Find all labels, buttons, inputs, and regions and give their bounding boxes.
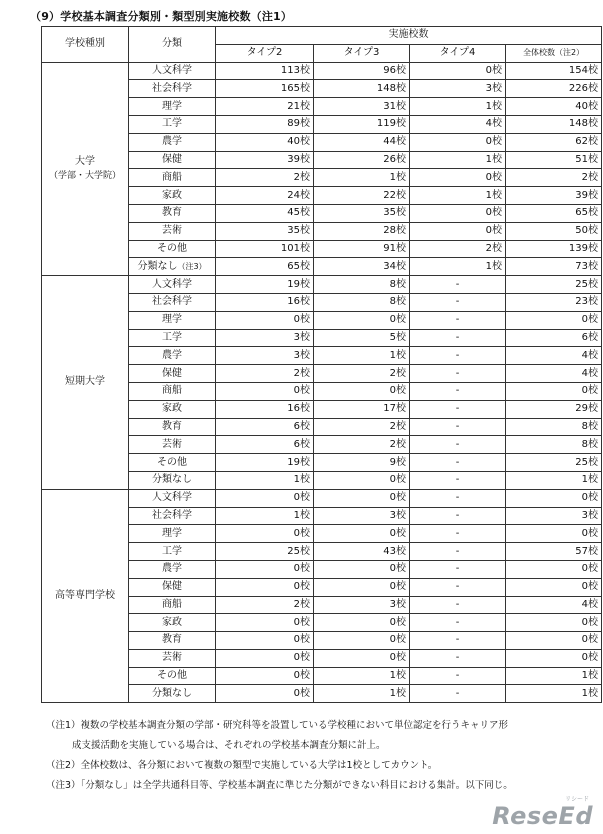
category-cell xyxy=(129,454,216,472)
category-label: 工学 xyxy=(162,545,182,557)
type4-count: - xyxy=(410,560,506,578)
school-type-cell xyxy=(42,276,129,490)
type2-count: 35校 xyxy=(216,222,314,240)
type2-count: 6校 xyxy=(216,418,314,436)
type3-count: 91校 xyxy=(314,240,410,258)
note-2: （注2）全体校数は、各分類において複数の類型で実施している大学は1校としてカウント。 xyxy=(46,760,438,771)
category-label: 人文科学 xyxy=(152,64,192,76)
total-count: 39校 xyxy=(506,187,602,205)
type2-count: 2校 xyxy=(216,596,314,614)
category-cell xyxy=(129,258,216,276)
total-count: 40校 xyxy=(506,98,602,116)
category-cell xyxy=(129,685,216,703)
category-label: その他 xyxy=(157,456,187,468)
total-count: 6校 xyxy=(506,329,602,347)
type3-count: 28校 xyxy=(314,222,410,240)
type4-count: - xyxy=(410,365,506,383)
category-label: 人文科学 xyxy=(152,492,192,504)
total-count: 8校 xyxy=(506,436,602,454)
type4-count: - xyxy=(410,471,506,489)
total-count: 29校 xyxy=(506,400,602,418)
type3-count: 9校 xyxy=(314,454,410,472)
type4-count: - xyxy=(410,436,506,454)
total-count: 3校 xyxy=(506,507,602,525)
type2-count: 24校 xyxy=(216,187,314,205)
type3-count: 0校 xyxy=(314,614,410,632)
category-label: 工学 xyxy=(162,331,182,343)
type2-count: 0校 xyxy=(216,560,314,578)
header-category: 分類 xyxy=(129,27,216,63)
type2-count: 65校 xyxy=(216,258,314,276)
category-label: 教育 xyxy=(162,207,182,219)
category-label: 農学 xyxy=(162,349,182,361)
note-1: （注1）複数の学校基本調査分類の学部・研究科等を設置している学校種において単位認定を行うキャリア形 xyxy=(46,720,509,731)
type3-count: 17校 xyxy=(314,400,410,418)
type2-count: 165校 xyxy=(216,80,314,98)
total-count: 226校 xyxy=(506,80,602,98)
category-label: 教育 xyxy=(162,420,182,432)
school-type-name: 大学 xyxy=(75,155,95,167)
type3-count: 35校 xyxy=(314,204,410,222)
total-count: 4校 xyxy=(506,365,602,383)
type2-count: 0校 xyxy=(216,489,314,507)
type2-count: 1校 xyxy=(216,471,314,489)
category-cell xyxy=(129,667,216,685)
category-label: 農学 xyxy=(162,563,182,575)
category-label: 農学 xyxy=(162,136,182,148)
type2-count: 89校 xyxy=(216,115,314,133)
type3-count: 1校 xyxy=(314,667,410,685)
logo-subtext: リシード xyxy=(564,796,589,803)
type3-count: 8校 xyxy=(314,276,410,294)
type2-count: 0校 xyxy=(216,649,314,667)
category-label: 芸術 xyxy=(162,438,182,450)
header-type3: タイプ3 xyxy=(314,44,410,62)
category-cell xyxy=(129,525,216,543)
total-count: 65校 xyxy=(506,204,602,222)
total-count: 4校 xyxy=(506,596,602,614)
type3-count: 119校 xyxy=(314,115,410,133)
type4-count: - xyxy=(410,614,506,632)
total-count: 50校 xyxy=(506,222,602,240)
type4-count: 2校 xyxy=(410,240,506,258)
category-cell xyxy=(129,240,216,258)
total-count: 0校 xyxy=(506,382,602,400)
type3-count: 3校 xyxy=(314,507,410,525)
category-label: 理学 xyxy=(162,527,182,539)
type2-count: 0校 xyxy=(216,685,314,703)
type3-count: 34校 xyxy=(314,258,410,276)
total-count: 25校 xyxy=(506,454,602,472)
type4-count: - xyxy=(410,667,506,685)
total-count: 0校 xyxy=(506,632,602,650)
total-count: 8校 xyxy=(506,418,602,436)
type3-count: 1校 xyxy=(314,685,410,703)
category-label: 社会科学 xyxy=(152,296,192,308)
type4-count: - xyxy=(410,632,506,650)
total-count: 57校 xyxy=(506,543,602,561)
type4-count: - xyxy=(410,543,506,561)
type2-count: 19校 xyxy=(216,276,314,294)
type2-count: 21校 xyxy=(216,98,314,116)
type2-count: 0校 xyxy=(216,311,314,329)
type3-count: 0校 xyxy=(314,525,410,543)
type3-count: 0校 xyxy=(314,632,410,650)
type4-count: - xyxy=(410,382,506,400)
type4-count: - xyxy=(410,347,506,365)
type2-count: 2校 xyxy=(216,169,314,187)
type3-count: 0校 xyxy=(314,311,410,329)
category-cell xyxy=(129,614,216,632)
type2-count: 2校 xyxy=(216,365,314,383)
type4-count: - xyxy=(410,507,506,525)
category-cell xyxy=(129,311,216,329)
total-count: 1校 xyxy=(506,471,602,489)
footnotes xyxy=(46,716,598,796)
type2-count: 6校 xyxy=(216,436,314,454)
category-cell xyxy=(129,222,216,240)
total-count: 0校 xyxy=(506,525,602,543)
category-label: 家政 xyxy=(162,616,182,628)
type3-count: 5校 xyxy=(314,329,410,347)
type4-count: - xyxy=(410,489,506,507)
category-label: 人文科学 xyxy=(152,278,192,290)
school-stats-table xyxy=(41,26,602,703)
type4-count: - xyxy=(410,329,506,347)
type3-count: 0校 xyxy=(314,471,410,489)
type4-count: - xyxy=(410,311,506,329)
type2-count: 0校 xyxy=(216,382,314,400)
type3-count: 8校 xyxy=(314,293,410,311)
type4-count: - xyxy=(410,578,506,596)
total-count: 51校 xyxy=(506,151,602,169)
type4-count: - xyxy=(410,596,506,614)
type2-count: 16校 xyxy=(216,400,314,418)
table-title: （9）学校基本調査分類別・類型別実施校数（注1） xyxy=(30,10,293,23)
category-cell xyxy=(129,489,216,507)
category-cell xyxy=(129,62,216,80)
type4-count: - xyxy=(410,276,506,294)
type3-count: 31校 xyxy=(314,98,410,116)
type3-count: 3校 xyxy=(314,596,410,614)
category-cell xyxy=(129,151,216,169)
category-label: 社会科学 xyxy=(152,509,192,521)
header-total-note: （注2） xyxy=(554,48,585,58)
category-label: 家政 xyxy=(162,189,182,201)
total-count: 1校 xyxy=(506,667,602,685)
total-count: 62校 xyxy=(506,133,602,151)
category-label: 分類なし xyxy=(137,260,178,272)
type3-count: 2校 xyxy=(314,365,410,383)
category-cell xyxy=(129,80,216,98)
type4-count: - xyxy=(410,454,506,472)
category-label: その他 xyxy=(157,670,187,682)
category-cell xyxy=(129,560,216,578)
total-count: 139校 xyxy=(506,240,602,258)
type4-count: - xyxy=(410,685,506,703)
header-total xyxy=(506,44,602,62)
type4-count: - xyxy=(410,293,506,311)
note-3: （注3）「分類なし」は全学共通科目等、学校基本調査に準じた分類ができない科目における集計。以下同じ。 xyxy=(46,780,513,791)
type2-count: 3校 xyxy=(216,347,314,365)
category-label: 芸術 xyxy=(162,652,182,664)
category-label: 商船 xyxy=(162,171,182,183)
total-count: 0校 xyxy=(506,560,602,578)
school-type-name: 高等専門学校 xyxy=(55,590,115,601)
header-type4: タイプ4 xyxy=(410,44,506,62)
type2-count: 3校 xyxy=(216,329,314,347)
type3-count: 43校 xyxy=(314,543,410,561)
category-label: 保健 xyxy=(162,581,182,593)
category-label: 工学 xyxy=(162,118,182,130)
table-row xyxy=(42,489,602,507)
total-count: 25校 xyxy=(506,276,602,294)
total-count: 0校 xyxy=(506,649,602,667)
category-label: 社会科学 xyxy=(152,82,192,94)
table-row xyxy=(42,62,602,80)
type3-count: 1校 xyxy=(314,169,410,187)
category-cell xyxy=(129,578,216,596)
category-cell xyxy=(129,329,216,347)
category-cell xyxy=(129,649,216,667)
header-total-label: 全体校数 xyxy=(522,48,555,58)
category-cell xyxy=(129,115,216,133)
type3-count: 44校 xyxy=(314,133,410,151)
category-cell xyxy=(129,507,216,525)
type3-count: 2校 xyxy=(314,436,410,454)
category-cell xyxy=(129,187,216,205)
type4-count: 0校 xyxy=(410,133,506,151)
category-label: 教育 xyxy=(162,634,182,646)
note-1-continued: 成支援活動を実施している場合は、それぞれの学校基本調査分類に計上。 xyxy=(72,740,386,751)
header-implementation-count: 実施校数 xyxy=(216,27,602,45)
type2-count: 0校 xyxy=(216,614,314,632)
type2-count: 40校 xyxy=(216,133,314,151)
category-cell xyxy=(129,596,216,614)
type2-count: 101校 xyxy=(216,240,314,258)
total-count: 0校 xyxy=(506,614,602,632)
type2-count: 19校 xyxy=(216,454,314,472)
total-count: 0校 xyxy=(506,578,602,596)
type3-count: 2校 xyxy=(314,418,410,436)
category-cell xyxy=(129,365,216,383)
resed-logo xyxy=(492,796,593,830)
logo-text: ReseEd xyxy=(492,802,593,830)
type2-count: 113校 xyxy=(216,62,314,80)
school-type-cell xyxy=(42,62,129,276)
type4-count: - xyxy=(410,418,506,436)
category-cell xyxy=(129,543,216,561)
type4-count: 1校 xyxy=(410,187,506,205)
type4-count: - xyxy=(410,400,506,418)
total-count: 4校 xyxy=(506,347,602,365)
category-label: 芸術 xyxy=(162,225,182,237)
school-type-cell xyxy=(42,489,129,703)
type2-count: 0校 xyxy=(216,632,314,650)
category-label: 分類なし xyxy=(152,474,192,486)
category-label: その他 xyxy=(157,242,187,254)
category-label: 商船 xyxy=(162,598,182,610)
type3-count: 0校 xyxy=(314,649,410,667)
type3-count: 0校 xyxy=(314,578,410,596)
school-type-name: 短期大学 xyxy=(65,376,105,388)
type3-count: 148校 xyxy=(314,80,410,98)
category-label: 保健 xyxy=(162,153,182,165)
type3-count: 0校 xyxy=(314,489,410,507)
table-row xyxy=(42,276,602,294)
total-count: 2校 xyxy=(506,169,602,187)
category-label: 理学 xyxy=(162,314,182,326)
total-count: 1校 xyxy=(506,685,602,703)
type2-count: 0校 xyxy=(216,667,314,685)
type4-count: 1校 xyxy=(410,151,506,169)
type2-count: 1校 xyxy=(216,507,314,525)
type2-count: 39校 xyxy=(216,151,314,169)
category-label: 理学 xyxy=(162,100,182,112)
category-cell xyxy=(129,293,216,311)
type4-count: 1校 xyxy=(410,98,506,116)
category-cell xyxy=(129,418,216,436)
type3-count: 26校 xyxy=(314,151,410,169)
category-cell xyxy=(129,169,216,187)
school-type-sub: （学部・大学院） xyxy=(48,170,121,181)
total-count: 0校 xyxy=(506,489,602,507)
type3-count: 96校 xyxy=(314,62,410,80)
type4-count: - xyxy=(410,649,506,667)
category-cell xyxy=(129,204,216,222)
category-cell xyxy=(129,347,216,365)
type4-count: 0校 xyxy=(410,62,506,80)
type3-count: 0校 xyxy=(314,382,410,400)
type4-count: 0校 xyxy=(410,222,506,240)
type4-count: - xyxy=(410,525,506,543)
category-label: 家政 xyxy=(162,403,182,415)
type2-count: 45校 xyxy=(216,204,314,222)
header-type2: タイプ2 xyxy=(216,44,314,62)
type2-count: 0校 xyxy=(216,525,314,543)
category-label: 商船 xyxy=(162,385,182,397)
type4-count: 1校 xyxy=(410,258,506,276)
type2-count: 25校 xyxy=(216,543,314,561)
type4-count: 3校 xyxy=(410,80,506,98)
category-label: 分類なし xyxy=(152,687,192,699)
type4-count: 0校 xyxy=(410,169,506,187)
category-cell xyxy=(129,382,216,400)
total-count: 23校 xyxy=(506,293,602,311)
type4-count: 4校 xyxy=(410,115,506,133)
type2-count: 0校 xyxy=(216,578,314,596)
category-cell xyxy=(129,133,216,151)
table-body xyxy=(42,62,602,703)
category-cell xyxy=(129,276,216,294)
category-cell xyxy=(129,98,216,116)
type2-count: 16校 xyxy=(216,293,314,311)
total-count: 0校 xyxy=(506,311,602,329)
total-count: 148校 xyxy=(506,115,602,133)
total-count: 154校 xyxy=(506,62,602,80)
category-cell xyxy=(129,436,216,454)
type4-count: 0校 xyxy=(410,204,506,222)
header-school-type: 学校種別 xyxy=(42,27,129,63)
category-cell xyxy=(129,632,216,650)
type3-count: 1校 xyxy=(314,347,410,365)
category-note: （注3） xyxy=(177,261,207,271)
total-count: 73校 xyxy=(506,258,602,276)
category-cell xyxy=(129,471,216,489)
category-cell xyxy=(129,400,216,418)
category-label: 保健 xyxy=(162,367,182,379)
type3-count: 0校 xyxy=(314,560,410,578)
type3-count: 22校 xyxy=(314,187,410,205)
